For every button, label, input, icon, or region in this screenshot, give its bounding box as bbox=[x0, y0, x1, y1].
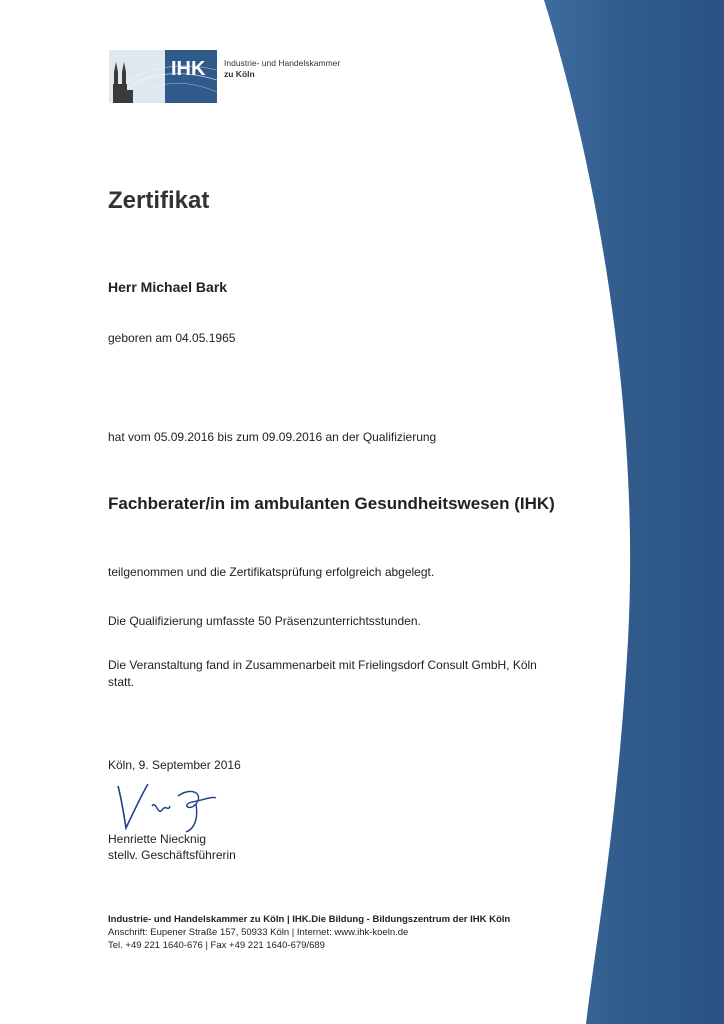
signer-role: stellv. Geschäftsführerin bbox=[108, 848, 236, 862]
footer-line3: Tel. +49 221 1640-676 | Fax +49 221 1640-679/689 bbox=[108, 940, 325, 951]
place-date: Köln, 9. September 2016 bbox=[108, 758, 241, 772]
recipient-name: Herr Michael Bark bbox=[108, 279, 228, 295]
exam-result: teilgenommen und die Zertifikatsprüfung erfolgreich abgelegt. bbox=[108, 565, 435, 579]
signer-name: Henriette Niecknig bbox=[108, 832, 207, 846]
course-period: hat vom 05.09.2016 bis zum 09.09.2016 an der Qualifizierung bbox=[108, 430, 437, 444]
birth-date: geboren am 04.05.1965 bbox=[108, 331, 236, 345]
footer-line1: Industrie- und Handelskammer zu Köln | IHK.Die Bildung - Bildungszentrum der IHK Köln bbox=[108, 914, 511, 925]
handwritten-signature bbox=[112, 776, 222, 836]
qualification-title: Fachberater/in im ambulanten Gesundheitswesen (IHK) bbox=[108, 494, 555, 513]
course-hours: Die Qualifizierung umfasste 50 Präsenzunterrichtsstunden. bbox=[108, 614, 421, 628]
org-name-line1: Industrie- und Handelskammer bbox=[224, 58, 341, 68]
footer-line2: Anschrift: Eupener Straße 157, 50933 Köln | Internet: www.ihk-koeln.de bbox=[108, 927, 409, 938]
cooperation-line2: statt. bbox=[108, 675, 135, 689]
org-name-line2: zu Köln bbox=[224, 69, 255, 79]
certificate-title: Zertifikat bbox=[108, 187, 210, 214]
logo-text: IHK bbox=[171, 58, 206, 80]
cooperation-line1: Die Veranstaltung fand in Zusammenarbeit mit Frielingsdorf Consult GmbH, Köln bbox=[108, 658, 537, 672]
